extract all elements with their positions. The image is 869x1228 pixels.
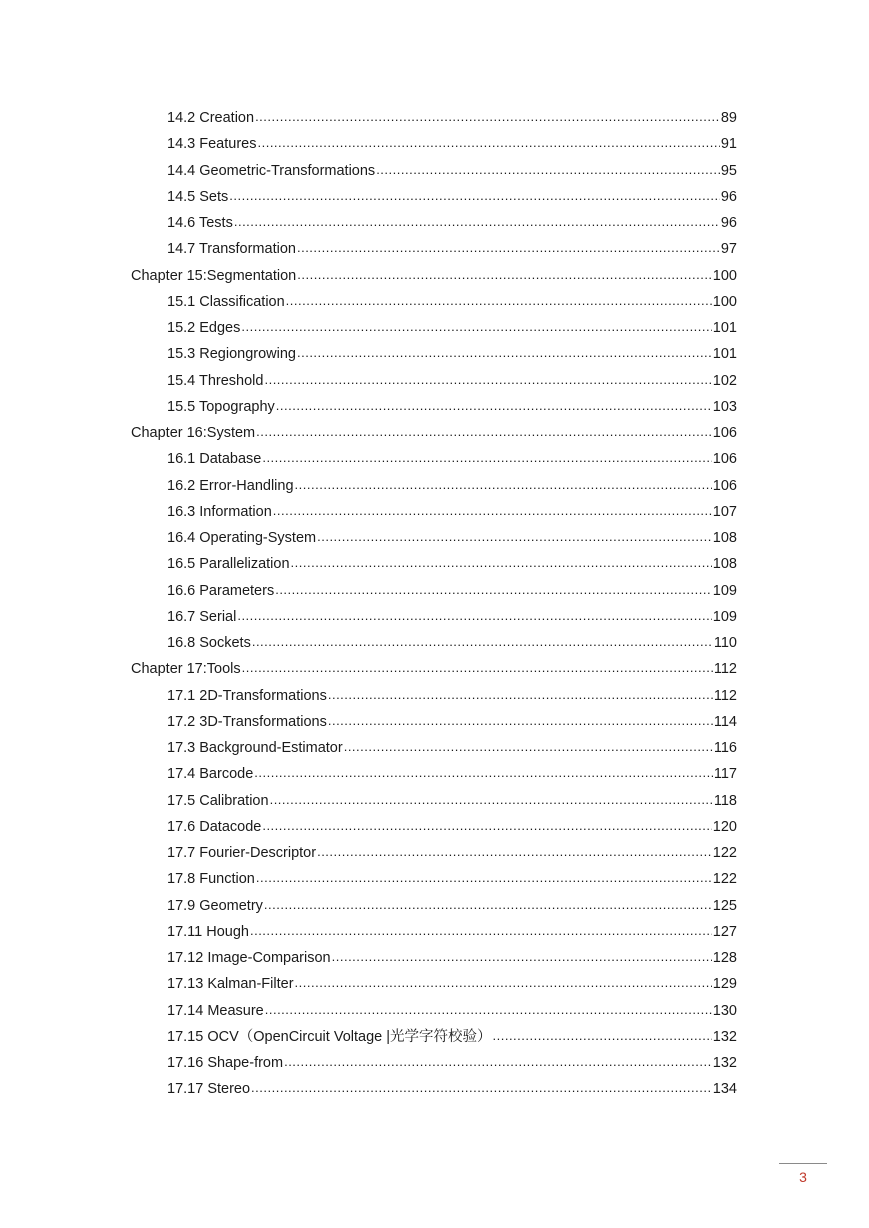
toc-entry-label: 14.4 Geometric-Transformations	[167, 162, 376, 179]
toc-dot-leader	[291, 550, 712, 576]
toc-entry-label: 16.1 Database	[167, 451, 262, 468]
toc-entry-label: 15.3 Regiongrowing	[167, 346, 296, 363]
toc-entry-label: 16.4 Operating-System	[167, 530, 317, 546]
toc-dot-leader	[295, 472, 712, 498]
toc-entry-page-number: 96	[720, 215, 737, 231]
toc-entry-page-number: 95	[720, 162, 737, 179]
toc-dot-leader	[317, 839, 712, 865]
toc-entry-page-number: 108	[712, 530, 737, 546]
toc-section-entry[interactable]	[131, 840, 737, 866]
toc-entry-label: 15.5 Topography	[167, 398, 275, 415]
toc-entry-label: 17.13 Kalman-Filter	[167, 976, 294, 993]
toc-section-entry[interactable]	[131, 866, 737, 892]
toc-entry-page-number: 125	[712, 897, 737, 914]
toc-entry-page-number: 118	[713, 792, 737, 809]
toc-section-entry[interactable]	[131, 578, 737, 604]
toc-section-entry[interactable]	[131, 499, 737, 525]
toc-dot-leader	[265, 997, 712, 1023]
toc-entry-label: 17.9 Geometry	[167, 897, 263, 914]
toc-section-entry[interactable]	[131, 630, 737, 656]
toc-dot-leader	[255, 104, 720, 130]
toc-entry-label: 16.2 Error-Handling	[167, 477, 294, 494]
toc-entry-page-number: 129	[712, 976, 737, 993]
toc-entry-page-number: 96	[720, 188, 737, 205]
toc-entry-page-number: 127	[712, 923, 737, 940]
toc-entry-page-number: 106	[712, 477, 737, 494]
toc-section-entry[interactable]	[131, 236, 737, 262]
toc-entry-page-number: 101	[712, 346, 737, 363]
toc-entry-label: 16.6 Parameters	[167, 582, 275, 599]
toc-dot-leader	[332, 944, 712, 970]
toc-section-entry[interactable]	[131, 105, 737, 131]
toc-entry-page-number: 107	[712, 503, 737, 520]
toc-section-entry[interactable]	[131, 814, 737, 840]
toc-entry-page-number: 109	[712, 582, 737, 599]
toc-entry-label: 17.1 2D-Transformations	[167, 687, 327, 704]
toc-entry-page-number: 101	[712, 320, 737, 336]
toc-entry-page-number: 91	[720, 136, 737, 153]
toc-entry-page-number: 100	[712, 293, 737, 310]
toc-entry-page-number: 108	[712, 556, 737, 573]
toc-entry-label: 17.7 Fourier-Descriptor	[167, 845, 317, 861]
toc-entry-page-number: 112	[713, 687, 737, 704]
toc-section-entry[interactable]	[131, 604, 737, 630]
toc-dot-leader	[234, 209, 720, 235]
toc-entry-label: 17.16 Shape-from	[167, 1055, 284, 1071]
toc-section-entry[interactable]	[131, 158, 737, 184]
toc-dot-leader	[297, 262, 712, 288]
toc-section-entry[interactable]	[131, 394, 737, 420]
toc-entry-label: Chapter 16:System	[131, 425, 256, 441]
toc-entry-label: 17.12 Image-Comparison	[167, 950, 331, 966]
toc-entry-label: 14.6 Tests	[167, 215, 233, 231]
toc-entry-label: 15.4 Threshold	[167, 372, 264, 389]
toc-entry-label: 16.3 Information	[167, 503, 272, 520]
toc-entry-label: 17.2 3D-Transformations	[167, 713, 327, 730]
toc-dot-leader	[242, 655, 713, 681]
toc-section-entry[interactable]	[131, 919, 737, 945]
toc-entry-label: Chapter 17:Tools	[131, 661, 241, 678]
toc-entry-page-number: 132	[712, 1028, 737, 1045]
toc-entry-label: 14.2 Creation	[167, 110, 255, 126]
toc-chapter-entry[interactable]	[131, 263, 737, 289]
toc-entry-label: 17.4 Barcode	[167, 766, 254, 783]
toc-section-entry[interactable]	[131, 289, 737, 315]
toc-entry-label: 17.5 Calibration	[167, 792, 269, 809]
toc-section-entry[interactable]	[131, 446, 737, 472]
toc-section-entry[interactable]	[131, 1050, 737, 1076]
toc-dot-leader	[251, 1075, 712, 1101]
toc-entry-label: 17.6 Datacode	[167, 818, 262, 835]
toc-dot-leader	[344, 734, 713, 760]
toc-dot-leader	[493, 1023, 712, 1049]
toc-dot-leader	[273, 498, 712, 524]
toc-entry-label: 17.14 Measure	[167, 1002, 264, 1019]
toc-section-entry[interactable]	[131, 341, 737, 367]
toc-section-entry[interactable]	[131, 945, 737, 971]
toc-section-entry[interactable]	[131, 893, 737, 919]
toc-entry-page-number: 103	[712, 398, 737, 415]
toc-chapter-entry[interactable]	[131, 420, 737, 446]
toc-entry-label: 16.5 Parallelization	[167, 556, 290, 573]
toc-dot-leader	[276, 393, 712, 419]
toc-dot-leader	[286, 288, 712, 314]
toc-entry-page-number: 106	[712, 425, 737, 441]
toc-section-entry[interactable]	[131, 971, 737, 997]
toc-section-entry[interactable]	[131, 1076, 737, 1102]
toc-dot-leader	[250, 918, 712, 944]
table-of-contents	[131, 105, 737, 1103]
toc-entry-page-number: 112	[713, 661, 737, 678]
toc-dot-leader	[275, 577, 712, 603]
toc-dot-leader	[241, 314, 711, 340]
toc-entry-page-number: 116	[713, 740, 737, 756]
toc-section-entry[interactable]	[131, 131, 737, 157]
toc-entry-page-number: 120	[712, 818, 737, 835]
toc-dot-leader	[254, 760, 713, 786]
page-number: 3	[799, 1169, 807, 1185]
toc-entry-label: 17.8 Function	[167, 871, 255, 888]
toc-entry-page-number: 97	[720, 241, 737, 258]
toc-section-entry[interactable]	[131, 210, 737, 236]
toc-section-entry[interactable]	[131, 709, 737, 735]
toc-dot-leader	[328, 708, 713, 734]
toc-section-entry[interactable]	[131, 473, 737, 499]
toc-section-entry[interactable]	[131, 551, 737, 577]
toc-dot-leader	[376, 157, 720, 183]
toc-dot-leader	[284, 1049, 712, 1075]
toc-section-entry[interactable]	[131, 735, 737, 761]
toc-entry-page-number: 114	[713, 713, 737, 730]
toc-entry-page-number: 117	[713, 766, 737, 783]
toc-entry-page-number: 128	[712, 950, 737, 966]
toc-entry-label: 14.5 Sets	[167, 188, 229, 205]
toc-entry-label: 15.2 Edges	[167, 320, 241, 336]
toc-entry-page-number: 134	[712, 1081, 737, 1098]
toc-chapter-entry[interactable]	[131, 656, 737, 682]
toc-dot-leader	[270, 787, 713, 813]
toc-entry-label: 15.1 Classification	[167, 293, 285, 310]
toc-entry-label: 17.15 OCV（OpenCircuit Voltage |光学字符校验）	[167, 1028, 492, 1045]
toc-dot-leader	[256, 419, 712, 445]
toc-entry-label: 14.7 Transformation	[167, 241, 296, 258]
toc-dot-leader	[237, 603, 711, 629]
toc-dot-leader	[229, 183, 720, 209]
toc-section-entry[interactable]	[131, 788, 737, 814]
toc-dot-leader	[262, 813, 711, 839]
toc-section-entry[interactable]	[131, 1024, 737, 1050]
toc-entry-page-number: 89	[720, 110, 737, 126]
toc-dot-leader	[262, 445, 711, 471]
toc-entry-page-number: 106	[712, 451, 737, 468]
toc-section-entry[interactable]	[131, 315, 737, 341]
toc-entry-label: Chapter 15:Segmentation	[131, 267, 297, 284]
toc-section-entry[interactable]	[131, 368, 737, 394]
toc-section-entry[interactable]	[131, 525, 737, 551]
toc-section-entry[interactable]	[131, 998, 737, 1024]
toc-dot-leader	[264, 892, 712, 918]
toc-entry-page-number: 132	[712, 1055, 737, 1071]
toc-dot-leader	[295, 970, 712, 996]
toc-dot-leader	[257, 130, 719, 156]
toc-dot-leader	[256, 865, 712, 891]
toc-entry-page-number: 122	[712, 845, 737, 861]
toc-entry-label: 14.3 Features	[167, 136, 257, 153]
toc-dot-leader	[317, 524, 712, 550]
toc-entry-page-number: 122	[712, 871, 737, 888]
toc-dot-leader	[328, 682, 713, 708]
toc-entry-label: 17.11 Hough	[167, 923, 249, 940]
toc-dot-leader	[252, 629, 713, 655]
toc-section-entry[interactable]	[131, 184, 737, 210]
toc-dot-leader	[264, 367, 711, 393]
toc-entry-page-number: 102	[712, 372, 737, 389]
toc-entry-page-number: 130	[712, 1002, 737, 1019]
toc-entry-label: 17.17 Stereo	[167, 1081, 251, 1098]
toc-dot-leader	[297, 235, 720, 261]
toc-dot-leader	[297, 340, 712, 366]
toc-section-entry[interactable]	[131, 761, 737, 787]
toc-entry-page-number: 109	[712, 608, 737, 625]
toc-entry-page-number: 100	[712, 267, 737, 284]
toc-entry-label: 16.7 Serial	[167, 608, 237, 625]
footer-divider	[779, 1163, 827, 1164]
toc-entry-label: 16.8 Sockets	[167, 635, 251, 651]
toc-entry-label: 17.3 Background-Estimator	[167, 740, 343, 756]
toc-section-entry[interactable]	[131, 683, 737, 709]
toc-entry-page-number: 110	[713, 635, 737, 651]
